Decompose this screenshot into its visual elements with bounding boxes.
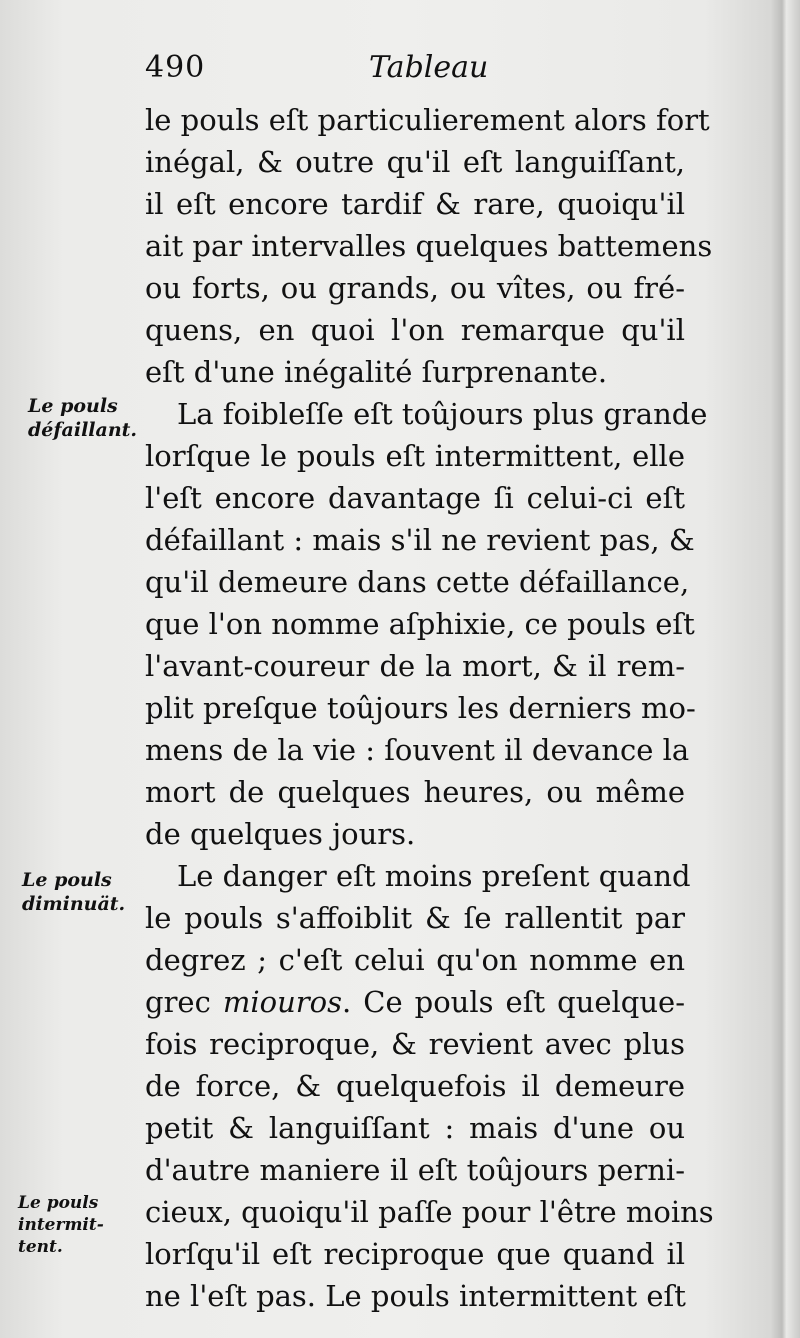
margin-note-line: défaillant. <box>28 419 138 441</box>
text-line: de force, & quelquefois il demeure <box>145 1069 685 1103</box>
text-line: mort de quelques heures, ou même <box>145 775 685 809</box>
text-line: eſt d'une inégalité ſurprenante. <box>145 355 608 389</box>
margin-note-line: tent. <box>18 1237 63 1257</box>
text-line: mens de la vie : ſouvent il devance la <box>145 733 690 767</box>
page-header <box>145 50 685 94</box>
text-line: lorſqu'il eſt reciproque que quand il <box>145 1237 685 1271</box>
text-line: lorſque le pouls eſt intermittent, elle <box>145 439 685 473</box>
margin-note-line: Le pouls <box>22 869 112 891</box>
margin-note-line: intermit- <box>18 1215 104 1235</box>
margin-note-pouls-intermittent <box>18 1192 148 1258</box>
margin-note-line: Le pouls <box>18 1193 99 1213</box>
margin-note-line: Le pouls <box>28 395 118 417</box>
text-line: le pouls eſt particulierement alors fort <box>145 103 710 137</box>
text-line: inégal, & outre qu'il eſt languiſſant, <box>145 145 685 179</box>
margin-note-line: diminuät. <box>22 893 126 915</box>
text-line: ou forts, ou grands, ou vîtes, ou fré- <box>145 271 685 305</box>
text-line: l'eſt encore davantage ſi celui-ci eſt <box>145 481 685 515</box>
text-fragment: . Ce pouls eſt quelque- <box>342 985 686 1019</box>
text-line: fois reciproque, & revient avec plus <box>145 1027 685 1061</box>
text-line: petit & languiſſant : mais d'une ou <box>145 1111 685 1145</box>
running-title: Tableau <box>369 50 489 85</box>
greek-term: miouros <box>222 985 343 1019</box>
text-line: défaillant : mais s'il ne revient pas, & <box>145 523 695 557</box>
text-line: le pouls s'affoiblit & ſe rallentit par <box>145 901 685 935</box>
text-line: d'autre maniere il eſt toûjours perni- <box>145 1153 685 1187</box>
margin-note-pouls-diminuat <box>22 868 152 916</box>
text-line: qu'il demeure dans cette défaillance, <box>145 565 690 599</box>
text-line: ne l'eſt pas. Le pouls intermittent eſt <box>145 1279 686 1313</box>
text-line: il eſt encore tardif & rare, quoiqu'il <box>145 187 685 221</box>
text-line-with-greek-term <box>145 981 685 1023</box>
text-line: quens, en quoi l'on remarque qu'il <box>145 313 685 347</box>
text-line: degrez ; c'eſt celui qu'on nomme en <box>145 943 685 977</box>
page-number: 490 <box>145 50 206 85</box>
text-line: plit preſque toûjours les derniers mo- <box>145 691 696 725</box>
page-gutter <box>770 0 800 1338</box>
text-line: La foibleſſe eſt toûjours plus grande <box>177 397 708 431</box>
text-line: ait par intervalles quelques battemens <box>145 229 713 263</box>
body-text <box>145 99 714 1317</box>
text-fragment: grec <box>145 985 211 1019</box>
text-line: Le danger eſt moins preſent quand <box>177 859 691 893</box>
text-line: que l'on nomme aſphixie, ce pouls eſt <box>145 607 695 641</box>
text-line: l'avant-coureur de la mort, & il rem- <box>145 649 685 683</box>
margin-note-pouls-defaillant <box>28 394 158 442</box>
text-line: de quelques jours. <box>145 817 416 851</box>
text-line: cieux, quoiqu'il paſſe pour l'être moins <box>145 1195 714 1229</box>
